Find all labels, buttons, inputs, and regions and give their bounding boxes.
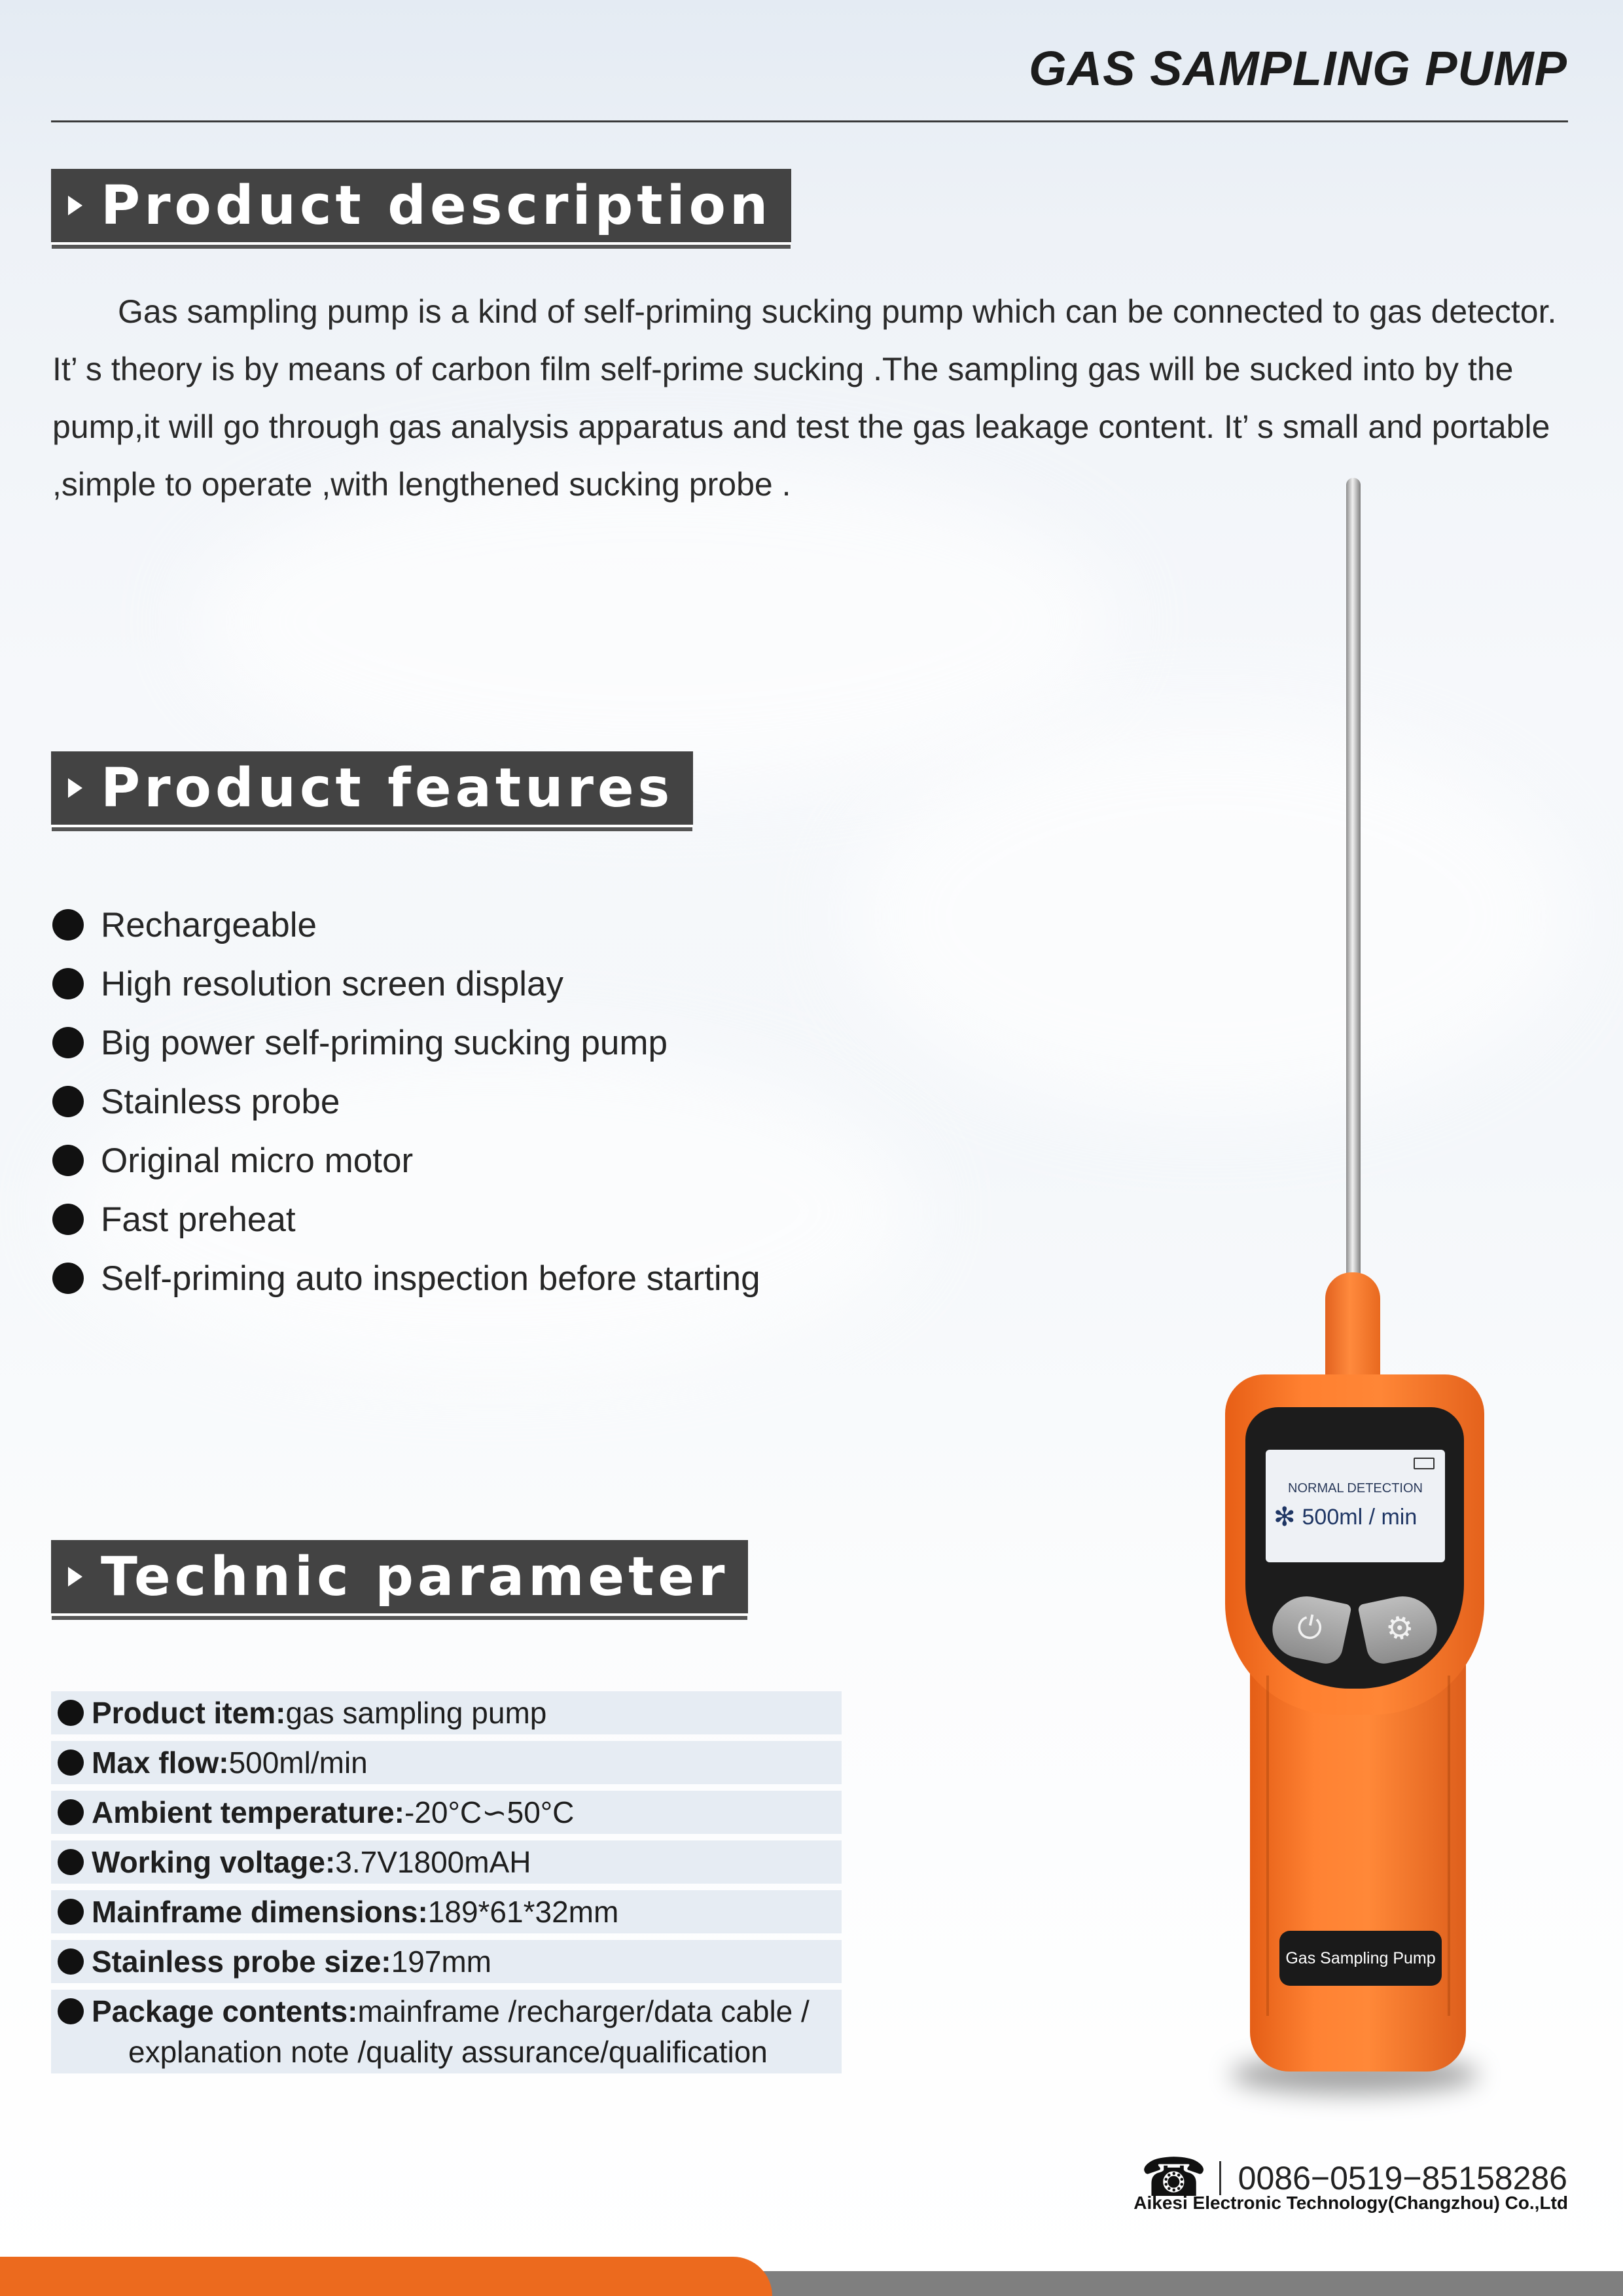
list-item [52,954,760,1013]
parameter-value: -20°C∽50°C [404,1795,575,1829]
list-item [52,1131,760,1190]
parameter-value: 197mm [391,1945,491,1979]
fan-icon: ✻ [1274,1503,1296,1532]
parameters-heading [51,1540,748,1616]
parameter-key: Working voltage: [92,1845,336,1879]
parameter-value: 3.7V1800mAH [335,1845,531,1879]
arrow-icon [68,196,82,215]
parameter-value: gas sampling pump [285,1696,547,1730]
bullet-icon [52,909,84,941]
features-heading-label: Product features [101,757,674,819]
parameter-value: mainframe /recharger/data cable / [357,1994,810,2028]
arrow-icon [68,1567,82,1587]
feature-text: Rechargeable [101,905,317,944]
bullet-icon [58,1700,84,1726]
features-heading [51,751,693,827]
description-paragraph: Gas sampling pump is a kind of self-priming sucking pump which can be connected to gas detector. It’ s theory is by means of carbon film self-prime sucking .The sampling gas will be sucked into by the pump,it will go through gas analysis apparatus and test the gas leakage content. It’ s small and portable ,simple to operate ,with lengthened sucking probe . [52,293,1557,503]
gear-icon: ⚙ [1357,1590,1442,1666]
list-item [52,1249,760,1308]
screen-mode: NORMAL DETECTION [1288,1481,1423,1496]
parameter-row [51,1890,842,1933]
device-label: Gas Sampling Pump [1279,1931,1442,1986]
parameter-key: Product item: [92,1696,286,1730]
footer-bar-gray [733,2271,1623,2296]
screen-flow-row [1274,1502,1417,1532]
bullet-icon [58,1799,84,1825]
phone-number: 0086−0519−85158286 [1238,2159,1567,2197]
bullet-icon [52,1204,84,1235]
footer-bar-orange [0,2257,772,2296]
bullet-icon [58,1998,84,2024]
feature-text: Original micro motor [101,1141,414,1180]
parameter-row [51,1940,842,1983]
parameter-row [51,1691,842,1734]
feature-text: Stainless probe [101,1082,340,1121]
telephone-icon: ☎ [1140,2147,1207,2209]
list-item [52,1013,760,1072]
battery-icon [1414,1458,1435,1469]
list-item [52,1072,760,1131]
bullet-icon [58,1948,84,1975]
parameter-key: Ambient temperature: [92,1795,404,1829]
bullet-icon [52,1086,84,1117]
title-divider [51,120,1568,122]
feature-list [52,895,760,1308]
device-screen [1266,1450,1445,1562]
contact-divider [1219,2161,1221,2195]
parameter-row [51,1741,842,1784]
screen-flow: 500ml / min [1302,1504,1418,1530]
bullet-icon [52,1263,84,1294]
parameter-value: 500ml/min [228,1746,368,1780]
description-heading-label: Product description [101,174,772,237]
parameter-value-continued: explanation note /quality assurance/qualification [128,2035,768,2069]
parameter-list [51,1691,842,2080]
device-neck [1325,1272,1380,1390]
parameter-key: Max flow: [92,1746,229,1780]
parameter-value: 189*61*32mm [427,1895,619,1929]
parameter-key: Mainframe dimensions: [92,1895,428,1929]
stainless-probe [1346,478,1361,1296]
grip-edge [1266,1676,1269,2016]
arrow-icon [68,778,82,798]
parameter-key: Package contents: [92,1994,358,2028]
bullet-icon [58,1849,84,1875]
bullet-icon [52,1027,84,1058]
company-name: Aikesi Electronic Technology(Changzhou) Co.,Ltd [1133,2193,1568,2213]
feature-text: High resolution screen display [101,964,564,1003]
grip-edge [1448,1676,1450,2016]
parameter-row [51,1990,842,2073]
list-item [52,895,760,954]
feature-text: Big power self-priming sucking pump [101,1023,668,1062]
parameters-heading-label: Technic parameter [101,1545,729,1608]
bullet-icon [58,1749,84,1776]
parameter-key: Stainless probe size: [92,1945,391,1979]
bullet-icon [52,1145,84,1176]
parameter-row [51,1791,842,1834]
bullet-icon [58,1899,84,1925]
parameter-row [51,1840,842,1884]
page-title: GAS SAMPLING PUMP [1029,41,1567,96]
feature-text: Self-priming auto inspection before starting [101,1259,760,1298]
list-item [52,1190,760,1249]
power-icon: ⏻ [1267,1590,1352,1666]
feature-text: Fast preheat [101,1200,296,1239]
bullet-icon [52,968,84,999]
description-heading [51,169,791,245]
